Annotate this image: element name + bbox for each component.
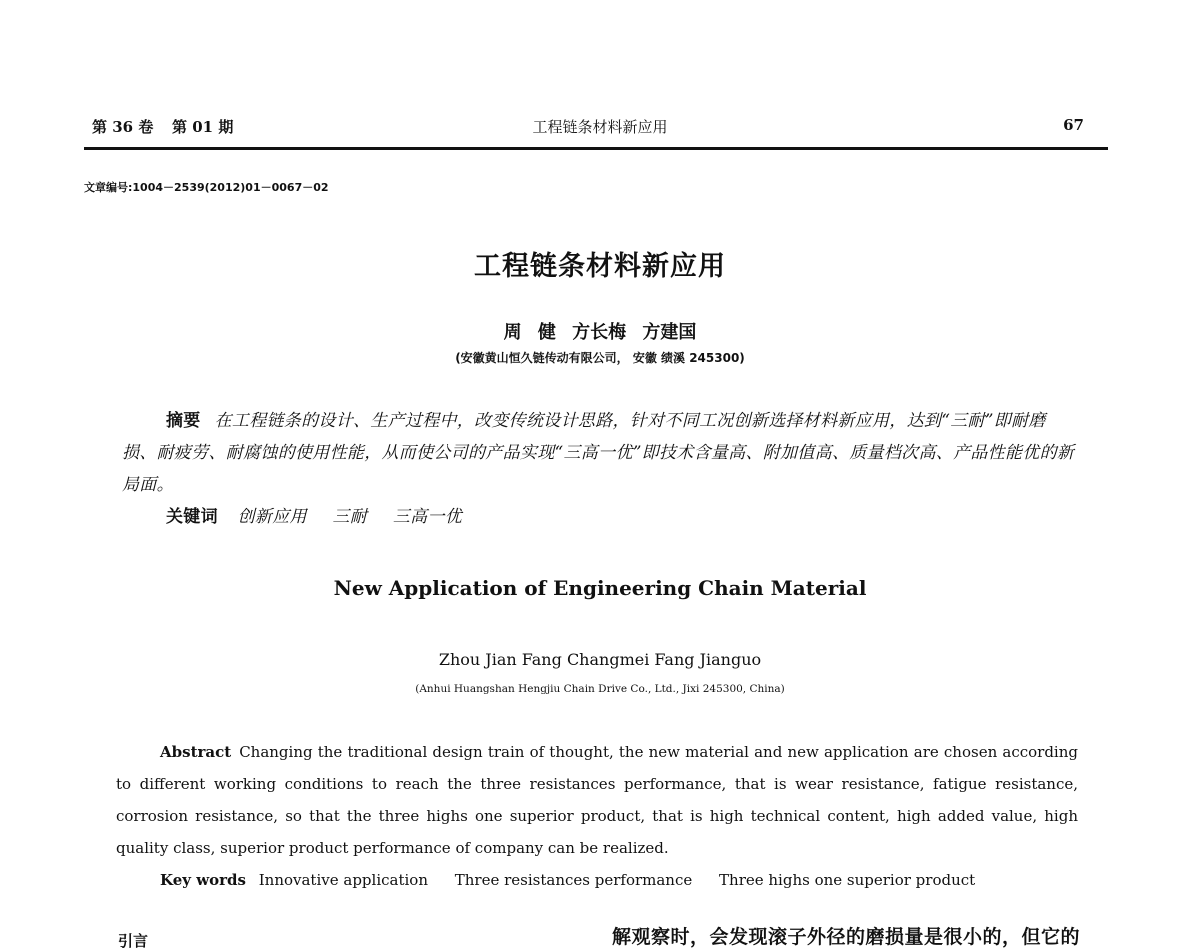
en-abstract	[116, 736, 1078, 864]
article-number: 文章编号:1004－2539(2012)01－0067－02	[84, 181, 329, 194]
cn-abstract-label: 摘要	[166, 411, 201, 431]
en-keywords-label: Key words	[160, 871, 246, 889]
body-heading-partial: 引言	[118, 932, 149, 950]
en-title: New Application of Engineering Chain Material	[333, 576, 867, 600]
en-authors: Zhou Jian Fang Changmei Fang Jianguo	[438, 650, 762, 669]
en-keywords	[116, 864, 1078, 896]
cn-keywords	[122, 501, 1080, 533]
header-rule	[84, 147, 1108, 150]
en-keyword-item: Innovative application	[258, 871, 428, 889]
en-abstract-text: Changing the traditional design train of thought, the new material and new application are chosen according to different working conditions to reach the three resistances performance, that is wear resistance, fatigue resistance, corrosion resistance, so that the three highs one superior product, that is high technical content, high added value, high quality class, superior product performance of company can be realized.	[116, 743, 1078, 857]
cn-title: 工程链条材料新应用	[474, 251, 726, 282]
en-affiliation: (Anhui Huangshan Hengjiu Chain Drive Co., Ltd., Jixi 245300, China)	[415, 683, 785, 695]
cn-authors: 周 健 方长梅 方建国	[503, 322, 697, 343]
header-running-title: 工程链条材料新应用	[532, 118, 668, 136]
cn-abstract-block	[122, 405, 1080, 533]
cn-affiliation: (安徽黄山恒久链传动有限公司， 安徽 绩溪 245300)	[455, 351, 745, 365]
en-keyword-item: Three highs one superior product	[719, 871, 976, 889]
cn-keyword-item: 三耐	[332, 507, 368, 527]
cn-keywords-label: 关键词	[166, 507, 218, 527]
cn-keyword-item: 三高一优	[392, 507, 463, 527]
cn-abstract-text: 在工程链条的设计、生产过程中，改变传统设计思路，针对不同工况创新选择材料新应用，达到“三耐”即耐磨损、耐疲劳、耐腐蚀的使用性能，从而使公司的产品实现“三高一优”即技术含量高、附加值高、质量档次高、产品性能优的新局面。	[122, 411, 1075, 495]
en-abstract-label: Abstract	[160, 743, 232, 761]
header-page-number: 67	[1063, 116, 1084, 134]
body-text-partial: 解观察时，会发现滚子外径的磨损量是很小的，但它的	[612, 926, 1081, 948]
en-abstract-block	[116, 736, 1078, 896]
header-issue: 第 01 期	[172, 118, 234, 136]
cn-abstract	[122, 405, 1080, 501]
en-keyword-item: Three resistances performance	[454, 871, 693, 889]
cn-keyword-item: 创新应用	[237, 507, 307, 527]
header-volume: 第 36 卷	[92, 118, 154, 136]
